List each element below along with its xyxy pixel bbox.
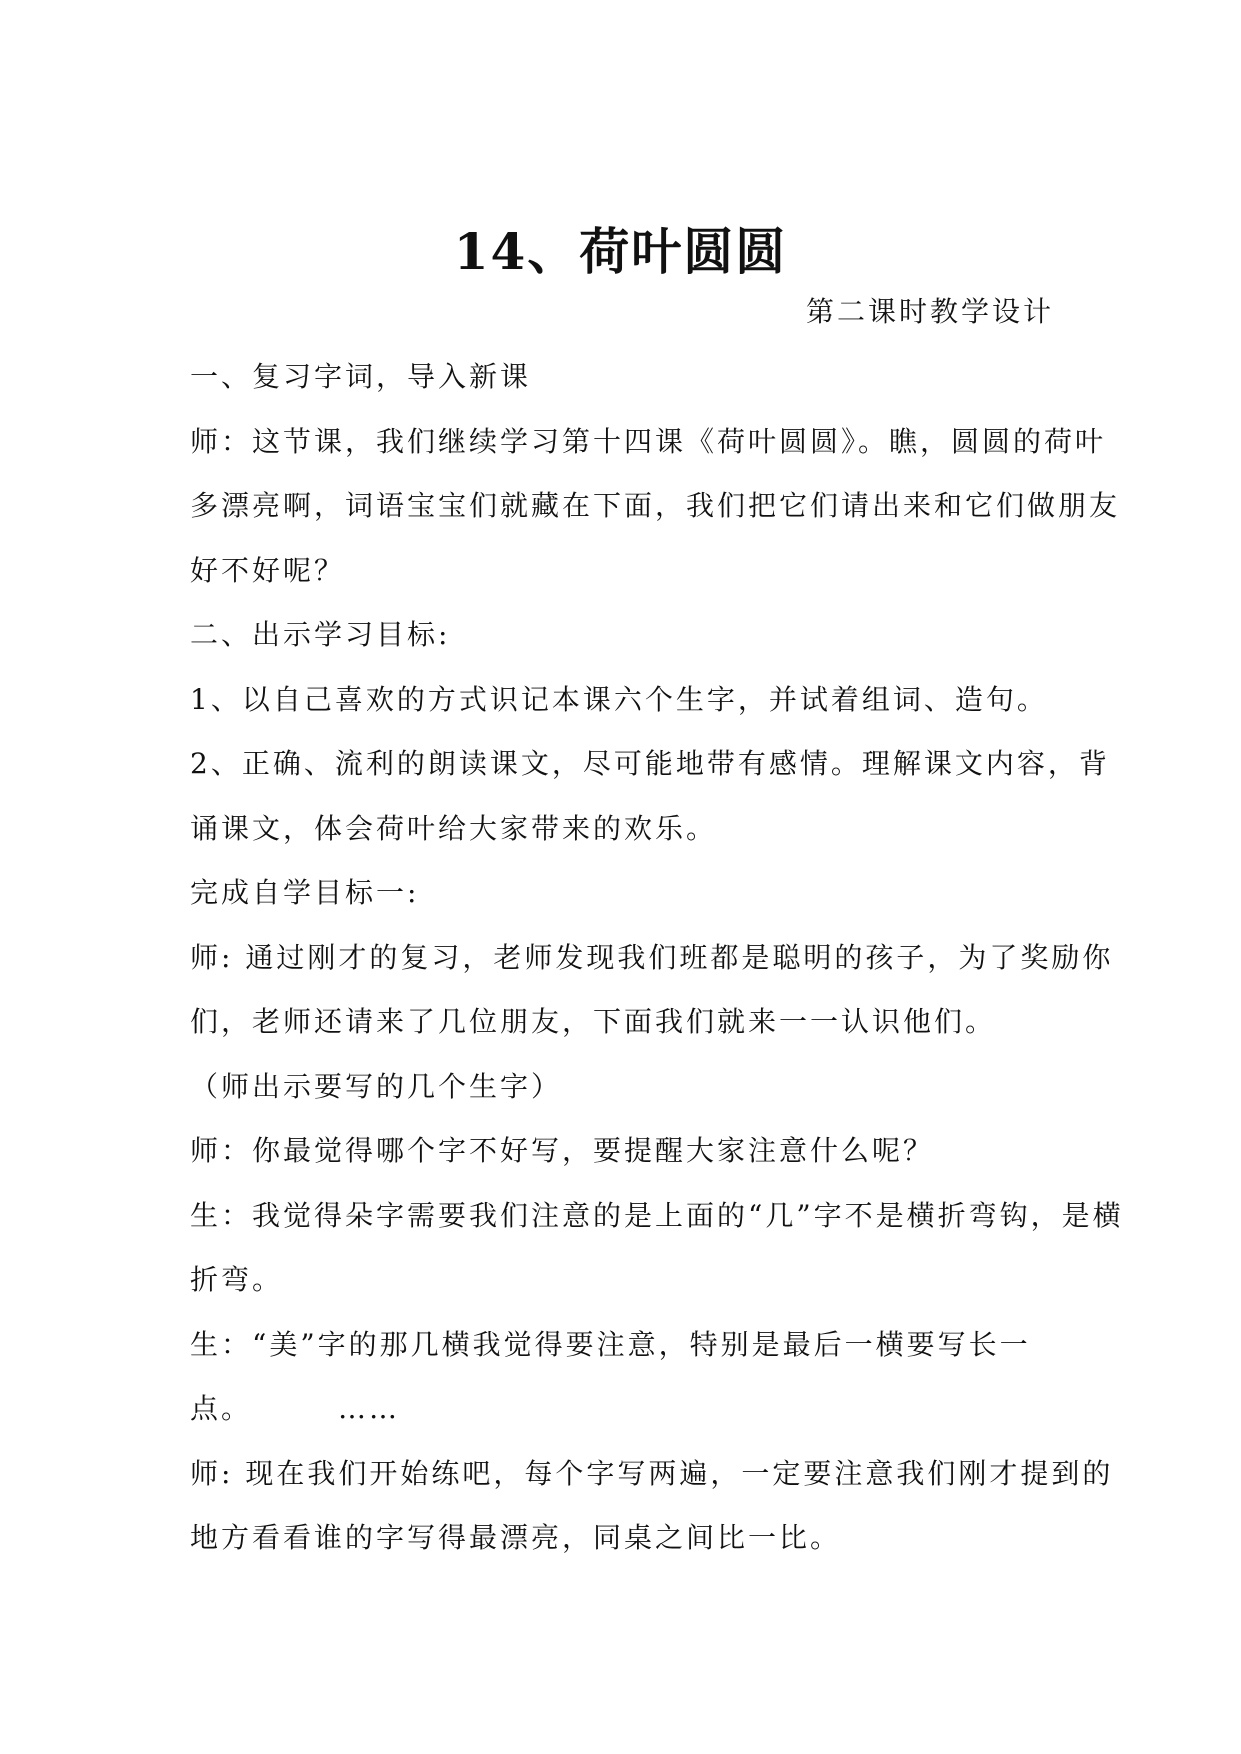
ellipsis: ……: [338, 1392, 401, 1425]
text-line: 二、出示学习目标:: [190, 618, 451, 651]
text-line: 师：这节课，我们继续学习第十四课《荷叶圆圆》。瞧，圆圆的荷叶: [190, 424, 1107, 458]
text-line: 折弯。: [190, 1263, 284, 1296]
lesson-body: [190, 357, 1124, 1583]
text-line: 们，老师还请来了几位朋友，下面我们就来一一认识他们。: [190, 1005, 997, 1038]
text-line-with-ellipsis: [190, 1389, 1055, 1454]
text-line: 诵课文，体会荷叶给大家带来的欢乐。: [190, 811, 718, 845]
text-line: 生：我觉得朵字需要我们注意的是上面的“几”字不是横折弯钩，是横: [190, 1198, 1124, 1232]
text-line: 生：“美”字的那几横我觉得要注意，特别是最后一横要写长一: [190, 1327, 1031, 1361]
text-line: 师: 现在我们开始练吧，每个字写两遍，一定要注意我们刚才提到的: [190, 1456, 1114, 1490]
line-text: 点。: [190, 1392, 253, 1425]
text-line: 好不好呢？: [190, 553, 346, 587]
text-line: 2、正确、流利的朗读课文，尽可能地带有感情。理解课文内容，背: [190, 747, 1110, 780]
text-line: 地方看看谁的字写得最漂亮，同桌之间比一比。: [190, 1521, 842, 1554]
text-line: 师：你最觉得哪个字不好写，要提醒大家注意什么呢？: [190, 1134, 935, 1167]
text-line: 一、复习字词，导入新课: [190, 360, 532, 393]
text-line: 1、以自己喜欢的方式识记本课六个生字，并试着组词、造句。: [190, 682, 1048, 716]
text-line: 完成自学目标一:: [190, 876, 420, 909]
text-line: 师: 通过刚才的复习，老师发现我们班都是聪明的孩子，为了奖励你: [190, 940, 1114, 974]
page-title: 14、荷叶圆圆: [453, 222, 788, 281]
text-line: 多漂亮啊，词语宝宝们就藏在下面，我们把它们请出来和它们做朋友: [190, 489, 1121, 522]
text-line: （师出示要写的几个生字）: [190, 1069, 563, 1103]
lesson-subtitle: 第二课时教学设计: [805, 295, 1054, 328]
